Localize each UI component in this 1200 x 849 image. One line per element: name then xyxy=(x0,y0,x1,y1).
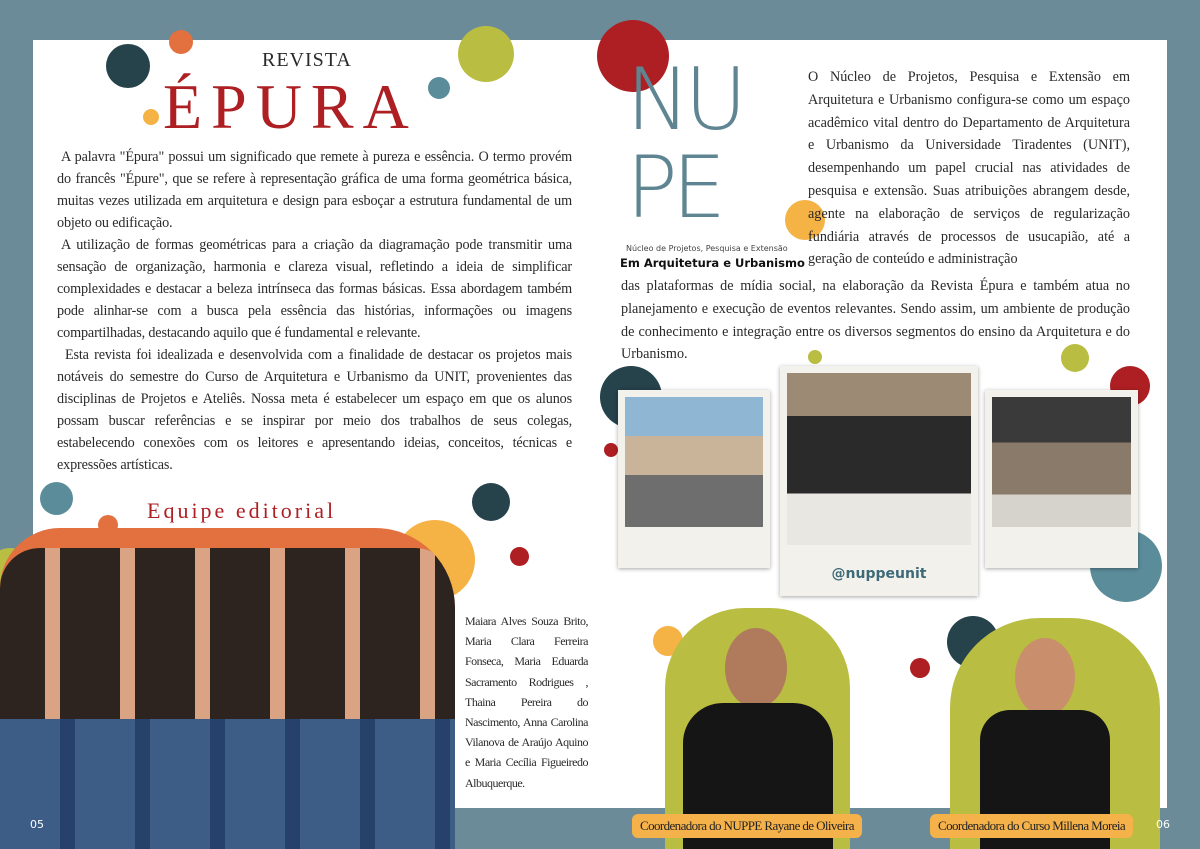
paragraph: A utilização de formas geométricas para a criação da diagramação pode transmitir uma sensação de organização, harmonia e clareza visual, refletindo a ideia de simplificar complexidades e destacar a beleza intrínseca das formas básicas. Essa abordagem também pode alinhar-se com a busca pela essência das histórias, informações ou imagens compartilhadas, destacando aquilo que é fundamental e relevante. xyxy=(57,237,572,341)
team-heading: Equipe editorial xyxy=(147,498,337,523)
decor-circle xyxy=(40,482,73,515)
magazine-title: ÉPURA xyxy=(163,71,418,142)
page-number: 06 xyxy=(1156,818,1170,831)
decor-circle xyxy=(428,77,450,99)
instagram-handle[interactable]: @nuppeunit xyxy=(831,566,927,582)
page-number: 05 xyxy=(30,818,44,831)
logo-letters: NU xyxy=(626,50,742,150)
coordinator-label: Coordenadora do NUPPE Rayane de Oliveira xyxy=(632,814,862,838)
paragraph: Esta revista foi idealizada e desenvolvida com a finalidade de destacar os projetos mais notáveis do semestre do Curso de Arquitetura e Urbanismo da UNIT, provenientes das disciplinas de Projetos e Ateliês. Nossa meta é estabelecer um espaço em que os alunos possam buscar referências e se inspirar por meio dos trabalhos de seus colegas, estabelecendo conexões com os leitores e apresentando ideias, conceitos, técnicas e expressões artísticas. xyxy=(57,347,572,473)
decor-circle xyxy=(143,109,159,125)
polaroid-photo xyxy=(618,390,770,568)
decor-circle xyxy=(472,483,510,521)
decor-circle xyxy=(604,443,618,457)
decor-circle xyxy=(458,26,514,82)
polaroid-photo xyxy=(985,390,1138,568)
logo-subtitle: Núcleo de Projetos, Pesquisa e Extensão xyxy=(626,244,788,253)
editorial-team-photo xyxy=(0,528,455,849)
paragraph: A palavra "Épura" possui um significado que remete à pureza e essência. O termo provém do francês "Épure", que se refere à representação gráfica de uma forma geométrica básica, muitas vezes utilizada em arquitetura e design para esboçar a estrutura fundamental de um objeto ou edificação. xyxy=(57,149,572,231)
intro-text xyxy=(57,146,572,476)
polaroid-photo-instagram xyxy=(780,366,978,596)
magazine-kicker: REVISTA xyxy=(262,49,352,71)
decor-circle xyxy=(910,658,930,678)
coordinator-photo-nuppe xyxy=(665,608,850,849)
decor-circle xyxy=(106,44,150,88)
logo-subtitle-bold: Em Arquitetura e Urbanismo xyxy=(620,256,805,270)
decor-circle xyxy=(169,30,193,54)
nuppe-logo xyxy=(626,50,742,238)
decor-circle xyxy=(510,547,529,566)
coordinator-label: Coordenadora do Curso Millena Moreia xyxy=(930,814,1133,838)
logo-letters: PE xyxy=(626,138,721,238)
team-names: Maiara Alves Souza Brito, Maria Clara Ferreira Fonseca, Maria Eduarda Sacramento Rodrigues , Thaina Pereira do Nascimento, Anna Carolina Vilanova de Araújo Aquino e Maria Cecília Figueiredo Albuquerque. xyxy=(465,614,588,790)
nuppe-continuation: das plataformas de mídia social, na elaboração da Revista Épura e também atua no planejamento e execução de eventos relevantes. Sendo assim, um ambiente de produção de conhecimento e integração entre os diversos segmentos do ensino da Arquitetura e do Urbanismo. xyxy=(621,278,1130,363)
nuppe-intro: O Núcleo de Projetos, Pesquisa e Extensão em Arquitetura e Urbanismo configura-se como um espaço acadêmico vital dentro do Departamento de Arquitetura e Urbanismo da Universidade Tiradentes (UNIT), desempenhando um papel crucial nas atividades de pesquisa e extensão. Suas atribuições abrangem desde, agente na elaboração de serviços de regularização fundiária através de processos de usucapião, até a geração de conteúdo e administração xyxy=(808,69,1130,268)
